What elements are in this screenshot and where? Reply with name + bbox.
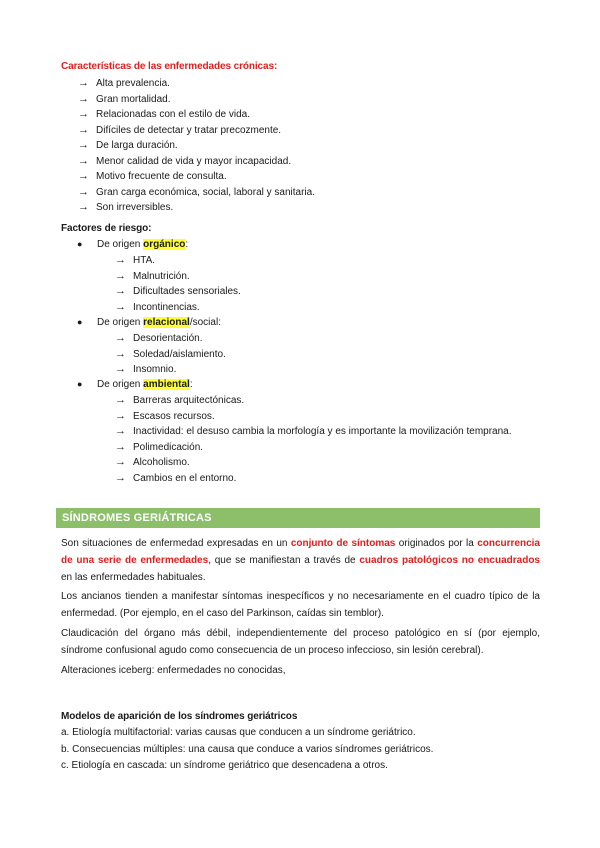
- list-item: a. Etiología multifactorial: varias causas que conducen a un síndrome geriátrico.: [61, 727, 416, 738]
- paragraph-elderly: Los ancianos tienden a manifestar síntomas inespecíficos y no necesariamente en el cuadro típico de la enfermedad. (Por ejemplo, en el caso del Parkinson, caídas sin temblor).: [61, 591, 540, 619]
- arrow-icon: →: [78, 123, 89, 136]
- list-item: → Alcoholismo.: [115, 455, 512, 471]
- list-item: → Inactividad: el desuso cambia la morfología y es importante la movilización temprana.: [115, 424, 512, 440]
- arrow-icon: →: [78, 170, 89, 182]
- arrow-icon: →: [115, 300, 126, 313]
- paragraph-claudication: Claudicación del órgano más débil, independientemente del proceso patológico en sí (por ejemplo, síndrome confusional agudo como consecuencia de un proceso infeccioso, sin lesión cerebral).: [61, 628, 540, 656]
- list-item: → Polimedicación.: [115, 440, 512, 456]
- arrow-icon: →: [78, 92, 89, 105]
- section-title-bar: SÍNDROMES GERIÁTRICAS: [56, 508, 540, 528]
- chronic-diseases-heading: Características de las enfermedades crónicas:: [61, 61, 278, 72]
- list-item: → Gran mortalidad.: [78, 92, 315, 108]
- arrow-icon: →: [115, 394, 126, 406]
- arrow-icon: →: [115, 425, 126, 437]
- arrow-icon: →: [115, 456, 126, 468]
- highlighted-term: ambiental: [143, 379, 190, 390]
- bullet-icon: ●: [77, 379, 83, 389]
- arrow-icon: →: [78, 139, 89, 151]
- risk-factors-heading: Factores de riesgo:: [61, 223, 152, 234]
- models-heading: Modelos de aparición de los síndromes geriátricos: [61, 711, 298, 722]
- arrow-icon: →: [115, 363, 126, 375]
- relational-factors-list: [115, 331, 226, 378]
- document-page: Características de las enfermedades crónicas: → Alta prevalencia. → Gran mortalidad. → Relacionadas con el estilo de vida. → Difíciles de detectar y tratar precozmente. → De larga duración. → Menor calidad de vida y mayor incapacidad. → Motivo frecuente de consulta. → Gran carga económica, social, laboral y sanitaria. → Son irreversibles. Factores de riesgo: ● De origen orgánico: → HTA. → Malnutrición. → Dificultades sensoriales. → Incontinencias. ● De origen relacional/social: → Desorientación. → Soledad/aislamiento. → Insomnio. ● De origen ambiental: → Barreras arquitectónicas. → Escasos recursos. → Inactividad: el desuso cambia la morfología y es importante la movilización temprana. → Polimedicación. → Alcoholismo. → Cambios en el entorno. SÍNDROMES GERIÁTRICAS Son situaciones de enfermedad expresadas en un conjunto de síntomas originados por la concurrencia de una serie de enfermedades, que se manifiestan a través de cuadros patológicos no encuadrados en las enfermedades habituales. Los ancianos tienden a manifestar síntomas inespecíficos y no necesariamente en el cuadro típico de la enfermedad. (Por ejemplo, en el caso del Parkinson, caídas sin temblor). Claudicación del órgano más débil, independientemente del proceso patológico en sí (por ejemplo, síndrome confusional agudo como consecuencia de un proceso infeccioso, sin lesión cerebral). Alteraciones iceberg: enfermedades no conocidas, Modelos de aparición de los síndromes geriátricos a. Etiología multifactorial: varias causas que conducen a un síndrome geriátrico. b. Consecuencias múltiples: una causa que conduce a varios síndromes geriátricos. c. Etiología en cascada: un síndrome geriátrico que desencadena a otros.: [0, 0, 600, 848]
- arrow-icon: →: [115, 254, 126, 266]
- arrow-icon: →: [115, 332, 126, 344]
- list-item: b. Consecuencias múltiples: una causa que conduce a varios síndromes geriátricos.: [61, 743, 434, 755]
- list-item: → Difíciles de detectar y tratar precozmente.: [78, 123, 315, 139]
- list-item: → Escasos recursos.: [115, 409, 512, 425]
- environmental-factors-list: [115, 393, 512, 486]
- emphasis-text: conjunto de síntomas: [290, 538, 396, 549]
- arrow-icon: →: [78, 108, 89, 120]
- arrow-icon: →: [78, 154, 89, 167]
- list-item: → Motivo frecuente de consulta.: [78, 169, 315, 185]
- list-item: c. Etiología en cascada: un síndrome geriátrico que desencadena a otros.: [61, 760, 388, 771]
- list-item: → Cambios en el entorno.: [115, 471, 512, 487]
- highlighted-term: orgánico: [143, 239, 186, 250]
- bullet-icon: ●: [77, 239, 83, 249]
- arrow-icon: →: [78, 201, 89, 213]
- arrow-icon: →: [78, 185, 89, 198]
- list-item: → Alta prevalencia.: [78, 76, 315, 92]
- organic-factors-list: [115, 253, 241, 315]
- list-item: → Dificultades sensoriales.: [115, 284, 241, 300]
- emphasis-text: concurrencia de una serie de enfermedades: [61, 538, 540, 566]
- highlighted-term: relacional: [143, 317, 190, 328]
- list-item: → Soledad/aislamiento.: [115, 347, 226, 363]
- emphasis-text: cuadros patológicos no encuadrados: [359, 555, 540, 566]
- arrow-icon: →: [115, 269, 126, 282]
- list-item: → Desorientación.: [115, 331, 226, 347]
- list-item: → HTA.: [115, 253, 241, 269]
- arrow-icon: →: [115, 409, 126, 422]
- arrow-icon: →: [115, 440, 126, 453]
- list-item: → Malnutrición.: [115, 269, 241, 285]
- arrow-icon: →: [115, 285, 126, 297]
- list-item: → Son irreversibles.: [78, 200, 315, 216]
- list-item: → Insomnio.: [115, 362, 226, 378]
- list-item: → Gran carga económica, social, laboral y sanitaria.: [78, 185, 315, 201]
- list-item: → De larga duración.: [78, 138, 315, 154]
- arrow-icon: →: [115, 347, 126, 360]
- paragraph-definition: Son situaciones de enfermedad expresadas en un conjunto de síntomas originados por la concurrencia de una serie de enfermedades, que se manifiestan a través de cuadros patológicos no encuadrados en las enfermedades habituales.: [61, 538, 540, 583]
- models-list: [61, 725, 433, 775]
- list-item: → Barreras arquitectónicas.: [115, 393, 512, 409]
- list-item: → Menor calidad de vida y mayor incapacidad.: [78, 154, 315, 170]
- list-item: → Incontinencias.: [115, 300, 241, 316]
- chronic-characteristics-list: [78, 76, 315, 216]
- arrow-icon: →: [78, 77, 89, 89]
- paragraph-iceberg: Alteraciones iceberg: enfermedades no conocidas,: [61, 665, 286, 676]
- bullet-icon: ●: [77, 317, 83, 327]
- arrow-icon: →: [115, 471, 126, 484]
- list-item: → Relacionadas con el estilo de vida.: [78, 107, 315, 123]
